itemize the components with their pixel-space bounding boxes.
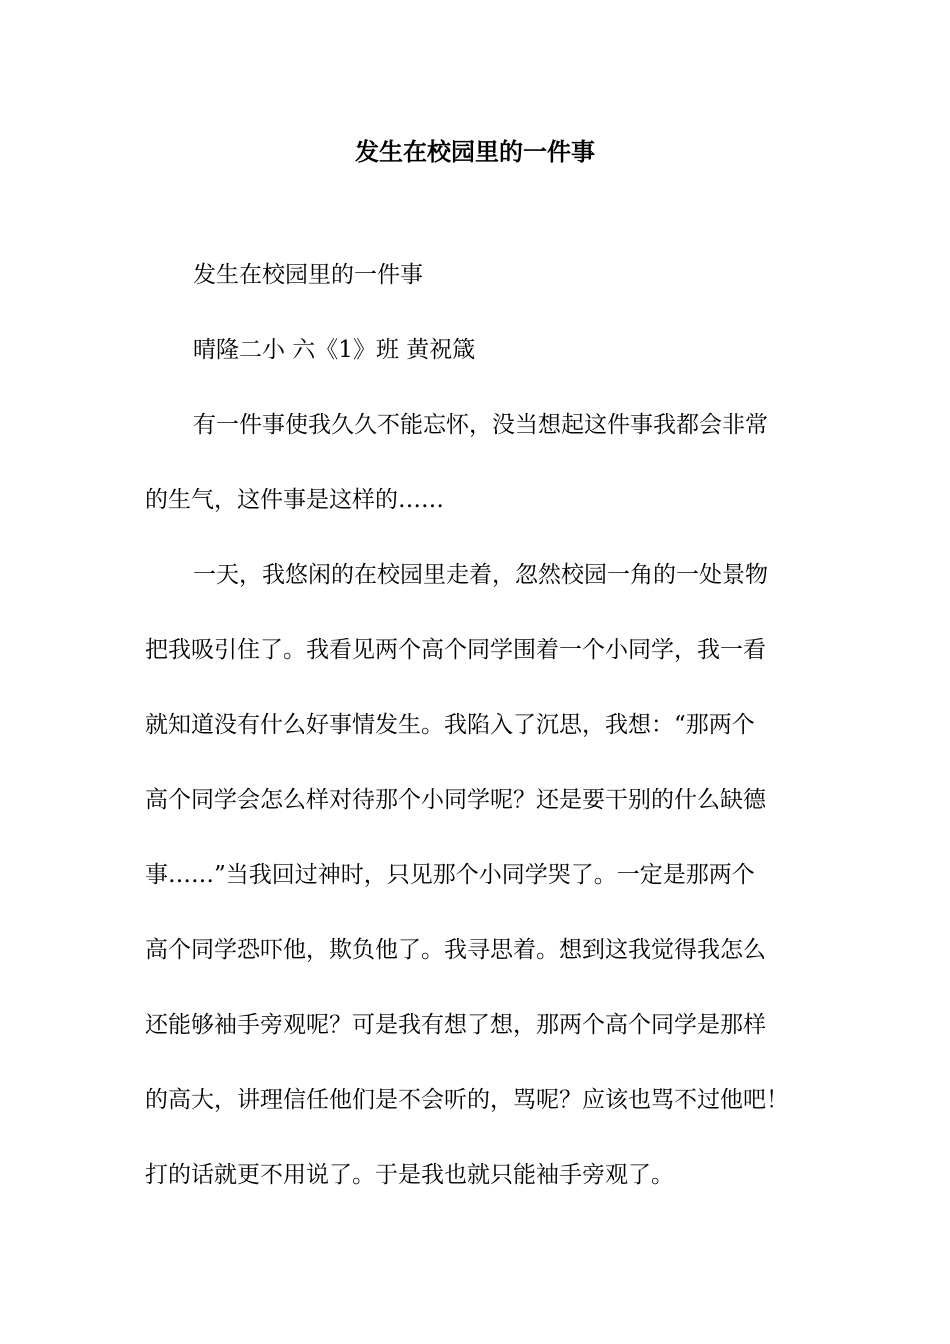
paragraph-2-line-9: 打的话就更不用说了。于是我也就只能袖手旁观了。 — [145, 1162, 674, 1188]
author-byline: 晴隆二小 六《1》班 黄祝箴 — [193, 337, 476, 363]
document-title: 发生在校园里的一件事 — [355, 137, 595, 166]
article-subtitle: 发生在校园里的一件事 — [193, 262, 423, 288]
paragraph-2-line-5: 事……”当我回过神时，只见那个小同学哭了。一定是那两个 — [145, 862, 755, 888]
paragraph-1-line-2: 的生气，这件事是这样的…… — [145, 487, 444, 513]
paragraph-2-line-3: 就知道没有什么好事情发生。我陷入了沉思，我想：“那两个 — [145, 712, 755, 738]
paragraph-2-line-2: 把我吸引住了。我看见两个高个同学围着一个小同学，我一看 — [145, 637, 766, 663]
paragraph-2-line-6: 高个同学恐吓他，欺负他了。我寻思着。想到这我觉得我怎么 — [145, 937, 766, 963]
paragraph-2-line-8: 的高大，讲理信任他们是不会听的，骂呢？应该也骂不过他吧！ — [145, 1087, 789, 1113]
paragraph-2-line-1: 一天，我悠闲的在校园里走着，忽然校园一角的一处景物 — [193, 562, 768, 588]
paragraph-2-line-4: 高个同学会怎么样对待那个小同学呢？还是要干别的什么缺德 — [145, 787, 766, 813]
paragraph-1-line-1: 有一件事使我久久不能忘怀，没当想起这件事我都会非常 — [193, 412, 768, 438]
paragraph-2-line-7: 还能够袖手旁观呢？可是我有想了想，那两个高个同学是那样 — [145, 1012, 766, 1038]
